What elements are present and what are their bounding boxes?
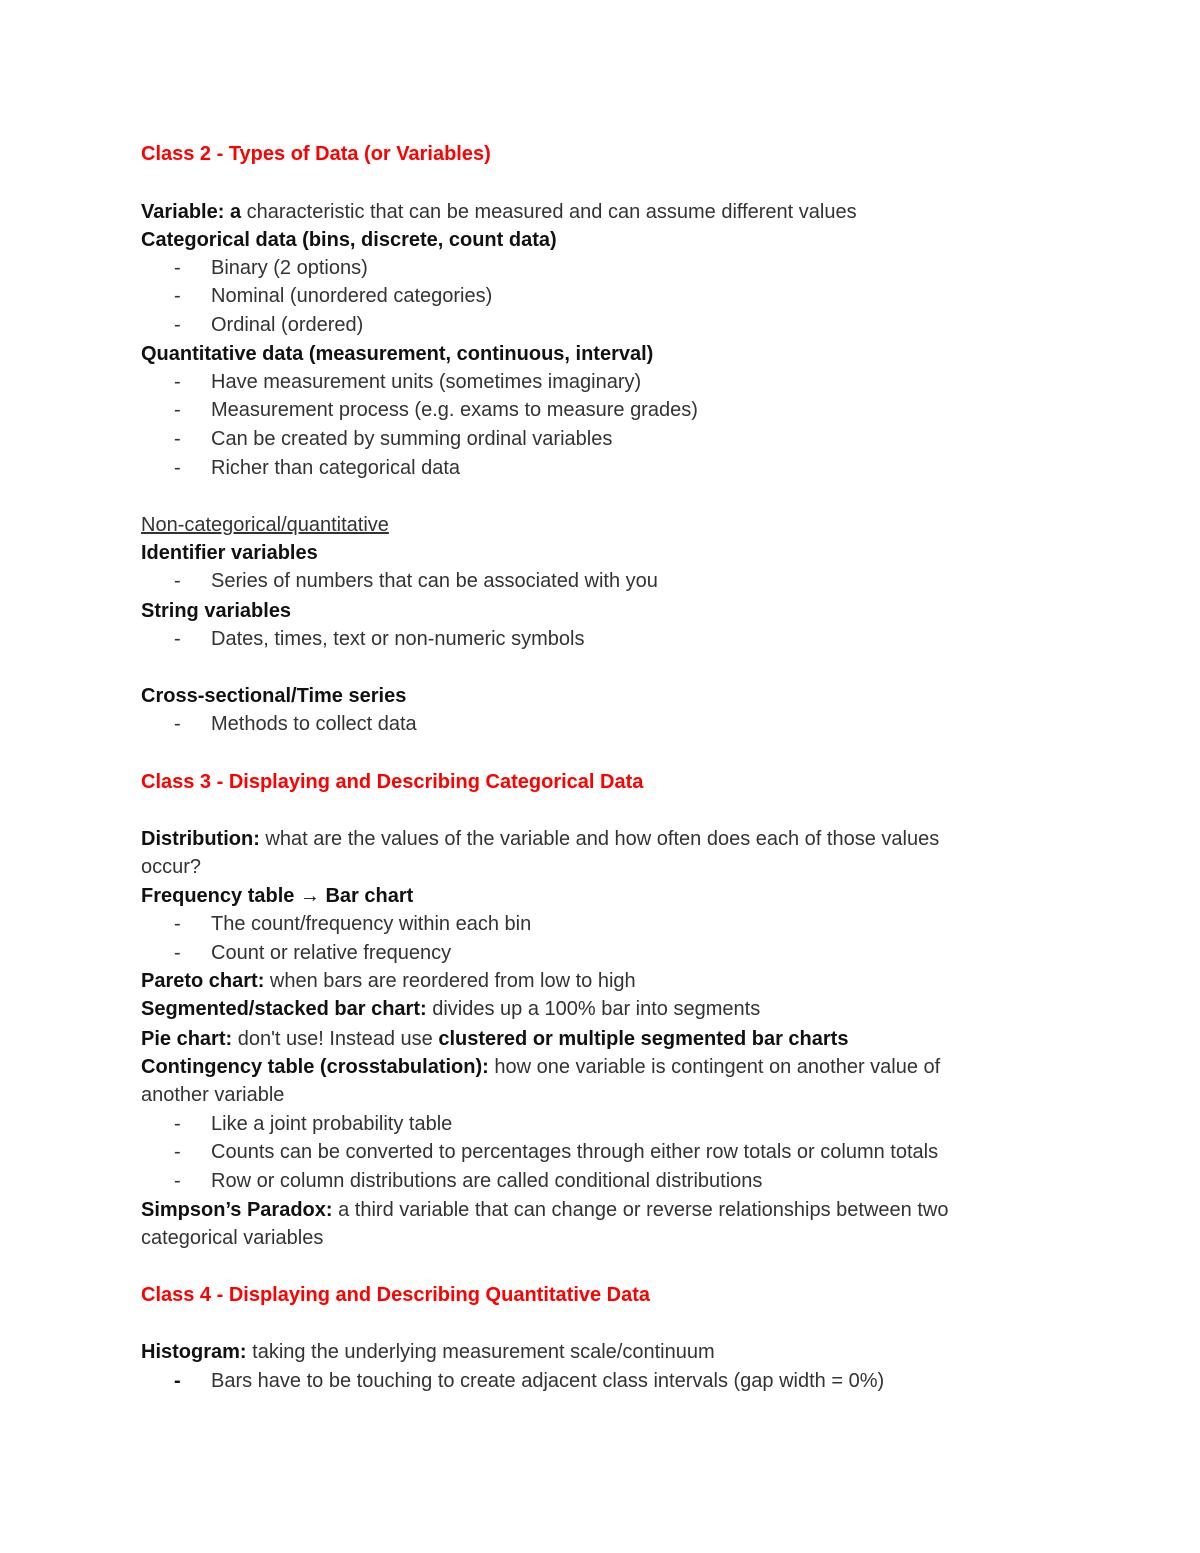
list-item: - Methods to collect data: [174, 710, 1050, 738]
list-item: - Measurement process (e.g. exams to measure grades): [174, 396, 1050, 424]
quantitative-heading: Quantitative data (measurement, continuous, interval): [141, 343, 654, 365]
segmented-definition: Segmented/stacked bar chart: divides up a 100% bar into segments: [141, 998, 761, 1020]
bullet-dash: -: [174, 628, 181, 650]
variable-term-a: a: [224, 201, 242, 223]
histogram-definition: Histogram: taking the underlying measurement scale/continuum: [141, 1341, 715, 1363]
cross-sectional-heading: Cross-sectional/Time series: [141, 685, 407, 707]
list-item: - Can be created by summing ordinal variables: [174, 425, 1050, 453]
bullet-dash: -: [174, 1170, 181, 1192]
variable-term: Variable:: [141, 201, 225, 223]
class3-title: Class 3 - Displaying and Describing Categorical Data: [141, 771, 644, 793]
bullet-dash: -: [174, 1370, 181, 1392]
list-item: - Have measurement units (sometimes imaginary): [174, 368, 1050, 396]
noncategorical-heading: Non-categorical/quantitative: [141, 514, 389, 536]
bullet-dash: -: [174, 942, 181, 964]
list-item: - Richer than categorical data: [174, 454, 1050, 482]
list-item: - Binary (2 options): [174, 254, 1050, 282]
contingency-definition: Contingency table (crosstabulation): how one variable is contingent on another value of: [141, 1056, 941, 1078]
list-item: - Nominal (unordered categories): [174, 282, 1050, 310]
list-item: - Row or column distributions are called conditional distributions: [174, 1167, 1050, 1195]
bullet-dash: -: [174, 371, 181, 393]
list-item: - Counts can be converted to percentages through either row totals or column totals: [174, 1138, 1050, 1166]
class4-title: Class 4 - Displaying and Describing Quantitative Data: [141, 1284, 651, 1306]
list-item: - Like a joint probability table: [174, 1110, 1050, 1138]
list-item: - The count/frequency within each bin: [174, 910, 1050, 938]
class2-title: Class 2 - Types of Data (or Variables): [141, 143, 491, 165]
list-item: - Series of numbers that can be associated with you: [174, 567, 1050, 595]
list-item: - Bars have to be touching to create adjacent class intervals (gap width = 0%): [174, 1367, 1050, 1395]
bullet-dash: -: [174, 457, 181, 479]
string-heading: String variables: [141, 600, 292, 622]
bullet-dash: -: [174, 913, 181, 935]
bullet-dash: -: [174, 570, 181, 592]
bullet-dash: -: [174, 399, 181, 421]
distribution-definition: Distribution: what are the values of the variable and how often does each of those values: [141, 828, 940, 850]
categorical-heading: Categorical data (bins, discrete, count data): [141, 229, 557, 251]
simpson-definition: Simpson’s Paradox: a third variable that can change or reverse relationships between two: [141, 1199, 949, 1221]
pareto-definition: Pareto chart: when bars are reordered from low to high: [141, 970, 636, 992]
contingency-definition-cont: another variable: [141, 1084, 285, 1106]
bullet-dash: -: [174, 1141, 181, 1163]
bullet-dash: -: [174, 713, 181, 735]
bullet-dash: -: [174, 1113, 181, 1135]
bullet-dash: -: [174, 314, 181, 336]
distribution-definition-cont: occur?: [141, 856, 202, 878]
list-item: - Count or relative frequency: [174, 939, 1050, 967]
pie-definition: Pie chart: don't use! Instead use clustered or multiple segmented bar charts: [141, 1028, 849, 1050]
identifier-heading: Identifier variables: [141, 542, 318, 564]
bullet-dash: -: [174, 257, 181, 279]
frequency-heading: Frequency table → Bar chart: [141, 885, 414, 907]
variable-def: characteristic that can be measured and can assume different values: [241, 201, 857, 223]
variable-definition: [141, 198, 1050, 226]
list-item: - Ordinal (ordered): [174, 311, 1050, 339]
simpson-definition-cont: categorical variables: [141, 1227, 324, 1249]
list-item: - Dates, times, text or non-numeric symbols: [174, 625, 1050, 653]
bullet-dash: -: [174, 428, 181, 450]
bullet-dash: -: [174, 285, 181, 307]
